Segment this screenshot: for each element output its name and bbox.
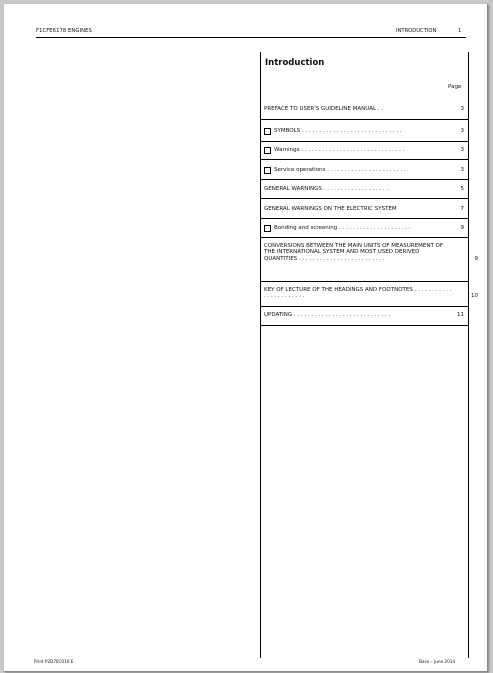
toc-entry-label: PREFACE TO USER'S GUIDELINE MANUAL . . bbox=[264, 106, 384, 112]
header-section-title: INTRODUCTION bbox=[396, 28, 437, 34]
toc-title: Introduction bbox=[265, 58, 325, 68]
toc-entry[interactable] bbox=[274, 147, 466, 153]
toc-entry-label: GENERAL WARNINGS . . . . . . . . . . . . . . . . . . . bbox=[264, 186, 389, 192]
toc-separator bbox=[260, 179, 468, 180]
checkbox-icon bbox=[264, 147, 271, 154]
toc-entry-label: Bonding and screening . . . . . . . . . . . . . . . . . . . . . bbox=[274, 225, 411, 231]
toc-entry-label: Service operations . . . . . . . . . . . . . . . . . . . . . . . bbox=[274, 167, 406, 173]
toc-entry-label: UPDATING . . . . . . . . . . . . . . . . . . . . . . . . . . . . bbox=[264, 312, 391, 318]
checkbox-icon bbox=[264, 167, 271, 174]
toc-entry-label: CONVERSIONS BETWEEN THE MAIN UNITS OF MEASUREMENT OF THE INTERNATIONAL SYSTEM AND MOST USED DERIVED QUANTITIES . . . . . . . . . . . . . . . . . . . . . . . . . bbox=[264, 243, 444, 262]
toc-entry-page: 5 bbox=[460, 186, 464, 192]
toc-entry-page: 9 bbox=[460, 225, 464, 231]
header-rule bbox=[36, 37, 466, 38]
toc-entry-page: 3 bbox=[460, 167, 464, 173]
toc-entry-page: 11 bbox=[457, 312, 464, 318]
toc-left-border bbox=[260, 52, 261, 658]
toc-entry-page: 10 bbox=[471, 293, 478, 300]
toc-entry[interactable] bbox=[274, 128, 466, 134]
toc-separator bbox=[260, 281, 468, 282]
toc-entry-label: SYMBOLS . . . . . . . . . . . . . . . . . . . . . . . . . . . . . bbox=[274, 128, 402, 134]
toc-entry[interactable] bbox=[264, 206, 466, 212]
toc-entry[interactable] bbox=[264, 287, 478, 300]
toc-separator bbox=[260, 198, 468, 199]
checkbox-icon bbox=[264, 128, 271, 135]
toc-separator bbox=[260, 306, 468, 307]
header-page-number: 1 bbox=[458, 28, 462, 34]
toc-entry[interactable] bbox=[264, 106, 466, 112]
toc-entry-page: 9 bbox=[474, 255, 478, 262]
toc-entry-page: 3 bbox=[460, 128, 464, 134]
toc-entry[interactable] bbox=[264, 186, 466, 192]
checkbox-icon bbox=[264, 225, 271, 232]
footer-edition: Base – June 2014 bbox=[419, 659, 456, 664]
toc-entry[interactable] bbox=[264, 243, 478, 262]
toc-separator bbox=[260, 218, 468, 219]
toc-separator bbox=[260, 119, 468, 120]
toc-entry-label: KEY OF LECTURE OF THE HEADINGS AND FOOTNOTES . . . . . . . . . . . . . . . . . . . . . . . bbox=[264, 287, 452, 300]
toc-entry-page: 7 bbox=[460, 206, 464, 212]
toc-entry[interactable] bbox=[274, 167, 466, 173]
document-page bbox=[4, 4, 488, 672]
toc-right-border bbox=[468, 52, 469, 658]
toc-entry-label: GENERAL WARNINGS ON THE ELECTRIC SYSTEM bbox=[264, 206, 397, 212]
toc-separator bbox=[260, 159, 468, 160]
toc-entry[interactable] bbox=[274, 225, 466, 231]
toc-entry-page: 3 bbox=[460, 106, 464, 112]
footer-print-code: Print P2D7IIC010 E bbox=[34, 659, 74, 664]
toc-entry[interactable] bbox=[264, 312, 466, 318]
page-column-label: Page bbox=[448, 84, 462, 90]
toc-separator bbox=[260, 237, 468, 238]
toc-separator bbox=[260, 325, 468, 326]
toc-entry-label: Warnings . . . . . . . . . . . . . . . . . . . . . . . . . . . . . . bbox=[274, 147, 405, 153]
toc-entry-page: 3 bbox=[460, 147, 464, 153]
toc-separator bbox=[260, 141, 468, 142]
header-left-title: F1CFE6178 ENGINES bbox=[36, 28, 92, 34]
